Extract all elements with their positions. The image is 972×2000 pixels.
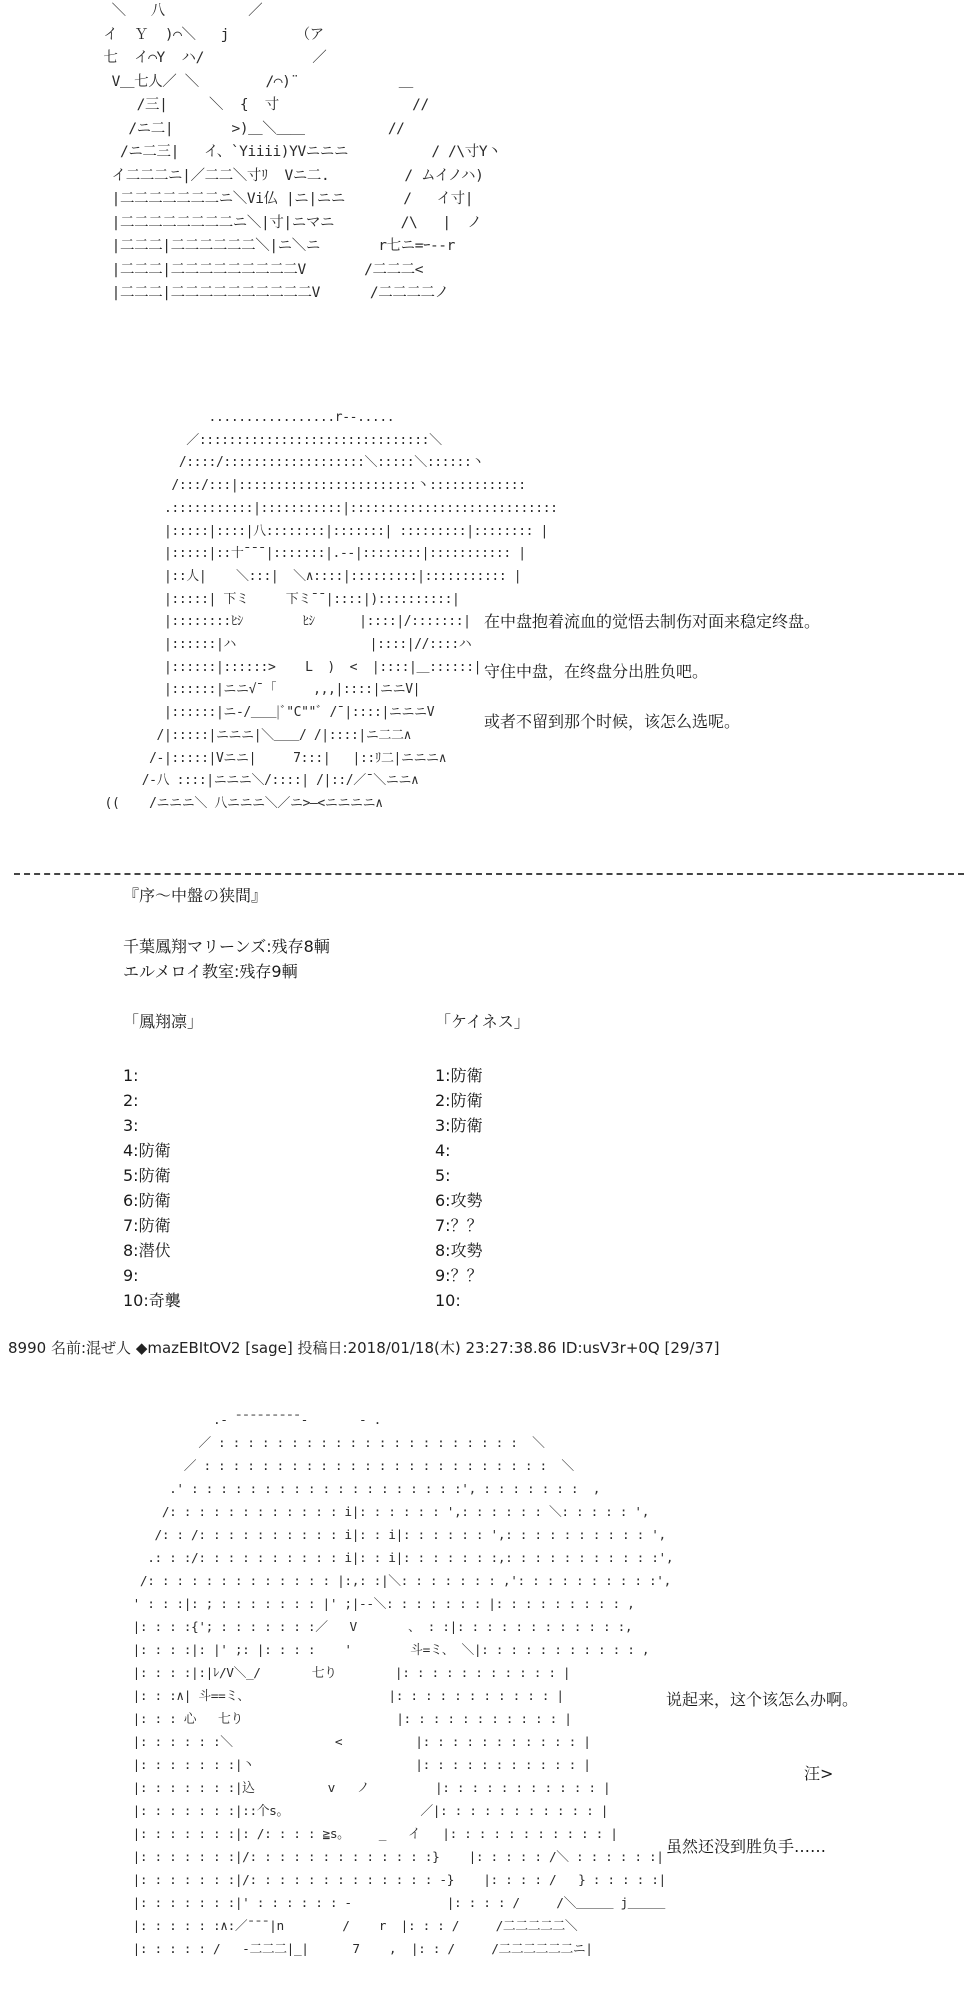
section-title: 『序～中盤の狭間』 [123,886,268,905]
list-item: 1:防衛 [435,1066,483,1085]
right-player-header: 「ケイネス」 [435,1012,530,1031]
name-label: 名前: [50,1339,87,1357]
post-header [8,1338,719,1358]
ascii-art-bottom: .‐ ¯¯¯¯¯¯¯¯¯‐ ‐ . ／ : : : : : : : : : : : : : : : : : : : : : ＼ ／ : : : : : : : : : : : : : : : : : : : : : : : : ＼ .' : : : : : : : : : : : : : : : : : : :', : : : : : : : , /: : : : : : : : : : : : i|: : : : : : ',: : : : : : ＼: : : : : ', /: : /: : : : : : : : : : i|: : i|: : : : : : ',: : : : : : : : : : ', .: : :/: : : : : : : : : : i|: : i|: : : : : : :,: : : : : : : : : : :', /: : : : : : : : : : : : : |:,: :|＼: : : : : : : ,': : : : : : : : : :', ' : : :|: ; : : : : : : : |' ;|‐‐＼: : : : : : : |: : : : : : : : : , |: : : :{'; : : : : : : :／ V 、 : :|: : : : : : : : : : : :, |: : : :|: |' ;: |: : : : ' 斗=ミ、 ＼|: : : : : : : : : : : , |: : : :|:|ﾚ/V＼_/ 七り |: : : : : : : : : : : | |: : :∧| 斗==ミ、 |: : : : : : : : : : : | |: : : 心 七り |: : : : : : : : : : : | |: : : : : :＼ < |: : : : : : : : : : : | |: : : : : : :|丶 |: : : : : : : : : : : | |: : : : : : :|込 v ノ |: : : : : : : : : : : | |: : : : : : :|::个s。 ／|: : : : : : : : : : : | |: : : : : : :|: /: : : : ≧s。 _ イ |: : : : : : : : : : : | |: : : : : : :|/: : : : : : : : : : : : :} |: : : : : /＼ : : : : : :| |: : : : : : :|/: : : : : : : : : : : : : -} |: : : : / } : : : : :| |: : : : : : :|' : : : : : : - |: : : : / /＼＿＿＿ j＿＿＿ |: : : : : :∧:／¯¯¯|n / r |: : : / /二二二二二＼ |: : : : : / ‐二二二|_| 7 , |: : / /二二二二二二ニ| [132,1413,674,1957]
list-item: 10:奇襲 [123,1291,181,1310]
team-1-status: 千葉鳳翔マリーンズ:残存8輌 [123,937,330,956]
caption-middle-2: 守住中盘，在终盘分出胜负吧。 [484,662,709,681]
caption-middle-1: 在中盘抱着流血的觉悟去制伤对面来稳定终盘。 [484,612,821,631]
poster-trip: ◆mazEBItOV2 [135,1339,241,1357]
ascii-art-middle: .................r-‐..... ／:::::::::::::::::::::::::::::::＼ /::::/:::::::::::::::::::＼:::::＼::::::丶 /:::/:::|::::::::::::::::::::::::丶::::::::::::: .:::::::::::|:::::::::::|:::::::::::::::::::::::::::: |:::::|::::|八::::::::|:::::::| :::::::::|:::::::: | |:::::|::十¯¯¯|:::::::|.-‐|::::::::|::::::::::: | |::人| ＼:::| ＼∧::::|:::::::::|::::::::::: | |:::::| 下ミ 下ミ¯¯|::::|)::::::::::| |::::::::ﾋｼ ﾋｼ |::::|/:::::::| |::::::|ハ |::::|//::::ハ |::::::|::::::> L ) < |::::|＿::::::| |::::::|ニニ√¯「 ,,,|::::|ニニV| |::::::|ニ‐/＿＿|ﾞ"C""ﾞ /¯|::::|ニニニV /|:::::|ニニニ|＼＿＿/ /|::::|ニ二二∧ /‐|:::::|Vニニ| 7:::| |::ﾘ二|ニニニ∧ /‐八 ::::|ニニニ＼/::::| /|::/／¯＼ニニ∧ (( /ニニニ＼ 八ニニニ＼／ニ>―<ニニニニ∧ [104,410,558,811]
list-item: 3:防衛 [435,1116,483,1135]
left-formation-list [123,1063,181,1313]
post-number[interactable]: 8990 [8,1339,47,1357]
date-label: 投稿日: [297,1339,348,1357]
list-item: 8:攻勢 [435,1241,483,1260]
left-player-header: 「鳳翔凛」 [123,1012,204,1031]
list-item: 5:防衛 [123,1166,171,1185]
list-item: 1: [123,1066,139,1085]
list-item: 7:防衛 [123,1216,171,1235]
list-item: 9:？？ [435,1266,483,1285]
post-date: 2018/01/18(木) 23:27:38.86 [347,1339,557,1357]
list-item: 4: [435,1141,451,1160]
dashed-divider [14,873,964,875]
caption-middle-3: 或者不留到那个时候，该怎么选呢。 [484,712,741,731]
caption-bottom-2: 汪> [804,1764,834,1783]
post-count: [29/37] [664,1339,720,1357]
list-item: 6:防衛 [123,1191,171,1210]
caption-bottom-1: 说起来，这个该怎么办啊。 [666,1690,859,1709]
list-item: 7:？？ [435,1216,483,1235]
team-2-status: エルメロイ教室:残存9輌 [123,962,298,981]
list-item: 2:防衛 [435,1091,483,1110]
list-item: 3: [123,1116,139,1135]
poster-mail: [sage] [245,1339,293,1357]
ascii-art-top: ＼ 八 ／ イ Ｙ )⌒＼ j （ア 七 イ⌒Y ハ/ ／ V＿七人／ ＼ /⌒)¨ ＿ /三| ＼ { 寸 // /ニ二| >)＿＼＿＿ // /ニ二三| イ、`Yiiii)YVニニニ / /\寸Y丶 イ二二二ニ|／二二＼寸ﾘ Vニ二. / ムイノハ) |二二二二二二二ニ＼Vi仏 |ニ|ニニ / イ寸| |二二二二二二二二ニ＼|寸|ニマニ /\ | ノ |二二二|二二二二二二＼|ニ＼ニ r七ニ=ｰ--r |二二二|二二二二二二二二二V /二二二< |二二二|二二二二二二二二二二V /二二二二ノ [103,3,502,301]
poster-name: 混ぜ人 [86,1339,132,1357]
list-item: 10: [435,1291,461,1310]
caption-bottom-3: 虽然还没到胜负手…… [666,1837,827,1856]
right-formation-list [435,1063,483,1313]
list-item: 5: [435,1166,451,1185]
list-item: 4:防衛 [123,1141,171,1160]
list-item: 2: [123,1091,139,1110]
list-item: 6:攻勢 [435,1191,483,1210]
poster-id[interactable]: ID:usV3r+0Q [561,1339,660,1357]
list-item: 8:潜伏 [123,1241,171,1260]
list-item: 9: [123,1266,139,1285]
